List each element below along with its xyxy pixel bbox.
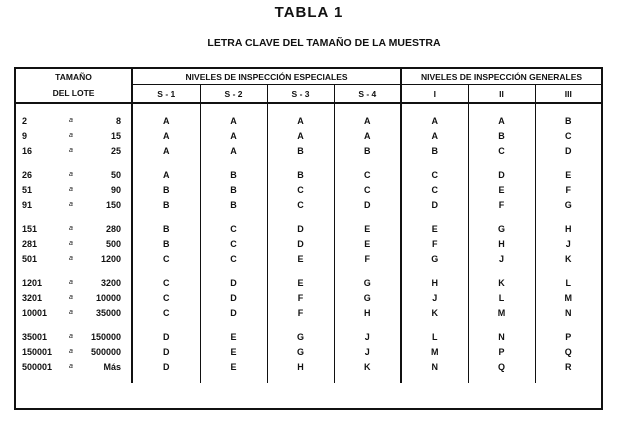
range-separator: a	[69, 279, 73, 286]
code-s2: B	[200, 197, 267, 212]
code-general-3: B	[565, 115, 572, 126]
range-separator: a	[69, 186, 73, 193]
table-row	[16, 290, 601, 305]
code-general-2: E	[468, 182, 535, 197]
code-s4: D	[334, 197, 401, 212]
code-general-1: B	[401, 143, 468, 158]
col-header-s1: S - 1	[132, 85, 200, 104]
range-separator: a	[69, 171, 73, 178]
range-separator: a	[69, 363, 73, 370]
code-s3: A	[267, 113, 334, 128]
code-s3: F	[267, 305, 334, 320]
code-general-3: J	[565, 238, 571, 249]
code-s3: A	[267, 128, 334, 143]
lot-to: Más	[85, 359, 132, 374]
range-separator: a	[69, 147, 73, 154]
code-general-2: M	[468, 305, 535, 320]
code-s1: A	[132, 128, 200, 143]
code-general-2: L	[468, 290, 535, 305]
range-separator: a	[69, 225, 73, 232]
lot-to: 25	[85, 143, 132, 158]
range-separator: a	[69, 240, 73, 247]
code-s3: D	[267, 221, 334, 236]
header-row-levels	[16, 69, 601, 85]
lot-to: 10000	[85, 290, 132, 305]
code-s3: E	[267, 251, 334, 266]
code-general-2: P	[468, 344, 535, 359]
code-s3: E	[267, 275, 334, 290]
code-s1: A	[132, 113, 200, 128]
code-general-1: C	[401, 167, 468, 182]
code-s1: C	[132, 305, 200, 320]
lot-to: 50	[85, 167, 132, 182]
code-s2: B	[200, 167, 267, 182]
code-general-2: Q	[468, 359, 535, 374]
table-row	[16, 236, 601, 251]
table-row	[16, 251, 601, 266]
code-s3: F	[267, 290, 334, 305]
code-s4: H	[334, 305, 401, 320]
lot-from: 10001	[22, 307, 48, 318]
code-s4: K	[334, 359, 401, 374]
code-s2: A	[200, 113, 267, 128]
col-header-general-2: II	[468, 85, 535, 104]
table-row	[16, 359, 601, 374]
code-general-1: D	[401, 197, 468, 212]
code-s1: B	[132, 182, 200, 197]
table-row	[16, 197, 601, 212]
code-general-2: C	[468, 143, 535, 158]
lot-to: 3200	[85, 275, 132, 290]
code-general-2: F	[468, 197, 535, 212]
code-s4: J	[334, 329, 401, 344]
lot-from: 150001	[22, 346, 53, 357]
col-header-general-3: III	[535, 85, 601, 104]
code-s2: C	[200, 251, 267, 266]
code-s2: D	[200, 290, 267, 305]
lot-to: 90	[85, 182, 132, 197]
code-s4: E	[334, 221, 401, 236]
code-s2: A	[200, 143, 267, 158]
lot-size-header-line1: TAMAÑO	[16, 69, 132, 85]
code-general-1: G	[401, 251, 468, 266]
code-general-1: M	[401, 344, 468, 359]
lot-from: 501	[22, 253, 38, 264]
table-row	[16, 344, 601, 359]
range-separator: a	[69, 255, 73, 262]
code-letter-table	[16, 69, 601, 383]
lot-from: 281	[22, 238, 38, 249]
code-s3: C	[267, 197, 334, 212]
col-header-s2: S - 2	[200, 85, 267, 104]
table-row	[16, 167, 601, 182]
lot-to: 500000	[85, 344, 132, 359]
lot-from: 91	[22, 199, 33, 210]
code-s4: F	[334, 251, 401, 266]
code-s4: C	[334, 182, 401, 197]
table-subtitle: LETRA CLAVE DEL TAMAÑO DE LA MUESTRA	[207, 37, 441, 49]
code-general-3: H	[565, 223, 572, 234]
lot-from: 26	[22, 169, 33, 180]
range-separator: a	[69, 117, 73, 124]
table-row	[16, 329, 601, 344]
lot-size-header-line2: DEL LOTE	[16, 85, 132, 104]
code-s4: E	[334, 236, 401, 251]
code-general-3: N	[565, 307, 572, 318]
lot-to: 35000	[85, 305, 132, 320]
lot-to: 500	[85, 236, 132, 251]
code-s2: C	[200, 221, 267, 236]
code-s2: D	[200, 305, 267, 320]
lot-to: 1200	[85, 251, 132, 266]
code-general-3: F	[565, 184, 572, 195]
range-separator: a	[69, 132, 73, 139]
code-s1: B	[132, 197, 200, 212]
code-general-3: K	[565, 253, 572, 264]
code-s1: C	[132, 275, 200, 290]
lot-from: 1201	[22, 277, 43, 288]
lot-to: 15	[85, 128, 132, 143]
code-s2: D	[200, 275, 267, 290]
lot-from: 2	[22, 115, 28, 126]
code-s4: C	[334, 167, 401, 182]
code-s3: G	[267, 344, 334, 359]
code-s1: A	[132, 167, 200, 182]
range-separator: a	[69, 333, 73, 340]
code-s3: D	[267, 236, 334, 251]
code-general-3: D	[565, 145, 572, 156]
table-row	[16, 113, 601, 128]
code-s4: G	[334, 290, 401, 305]
col-header-general-1: I	[401, 85, 468, 104]
code-s3: G	[267, 329, 334, 344]
code-s3: H	[267, 359, 334, 374]
code-general-3: Q	[564, 346, 572, 357]
code-general-2: K	[468, 275, 535, 290]
code-s1: A	[132, 143, 200, 158]
table-body	[16, 103, 601, 383]
code-s1: C	[132, 290, 200, 305]
table-row	[16, 143, 601, 158]
code-general-3: P	[565, 331, 572, 342]
code-general-1: H	[401, 275, 468, 290]
lot-from: 151	[22, 223, 38, 234]
code-general-2: D	[468, 167, 535, 182]
code-general-3: C	[565, 130, 572, 141]
code-s1: B	[132, 221, 200, 236]
table-row	[16, 275, 601, 290]
header-row-sublevels	[16, 85, 601, 104]
range-separator: a	[69, 309, 73, 316]
code-s2: E	[200, 359, 267, 374]
range-separator: a	[69, 294, 73, 301]
table-row	[16, 128, 601, 143]
code-general-1: K	[401, 305, 468, 320]
code-general-1: A	[401, 128, 468, 143]
code-s2: C	[200, 236, 267, 251]
lot-from: 35001	[22, 331, 48, 342]
page-title: TABLA 1	[274, 4, 344, 21]
code-general-2: H	[468, 236, 535, 251]
lot-to: 280	[85, 221, 132, 236]
code-general-2: N	[468, 329, 535, 344]
code-general-3: E	[565, 169, 572, 180]
code-general-1: C	[401, 182, 468, 197]
code-general-3: L	[565, 277, 572, 288]
lot-to: 150000	[85, 329, 132, 344]
code-general-2: J	[468, 251, 535, 266]
range-separator: a	[69, 348, 73, 355]
code-s4: B	[334, 143, 401, 158]
code-general-1: L	[401, 329, 468, 344]
table-row	[16, 221, 601, 236]
code-s3: B	[267, 167, 334, 182]
code-s2: B	[200, 182, 267, 197]
code-general-2: G	[468, 221, 535, 236]
code-s1: B	[132, 236, 200, 251]
lot-from: 3201	[22, 292, 43, 303]
code-s4: G	[334, 275, 401, 290]
lot-from: 500001	[22, 361, 53, 372]
lot-to: 8	[85, 113, 132, 128]
table-row	[16, 305, 601, 320]
code-s4: A	[334, 113, 401, 128]
lot-from: 51	[22, 184, 33, 195]
range-separator: a	[69, 201, 73, 208]
col-header-s4: S - 4	[334, 85, 401, 104]
code-general-1: F	[401, 236, 468, 251]
general-levels-header: NIVELES DE INSPECCIÓN GENERALES	[401, 69, 601, 85]
table-row	[16, 182, 601, 197]
lot-from: 9	[22, 130, 28, 141]
code-s3: B	[267, 143, 334, 158]
code-general-1: A	[401, 113, 468, 128]
col-header-s3: S - 3	[267, 85, 334, 104]
code-s1: D	[132, 359, 200, 374]
code-s4: J	[334, 344, 401, 359]
code-general-1: N	[401, 359, 468, 374]
code-s4: A	[334, 128, 401, 143]
code-s2: E	[200, 344, 267, 359]
code-s1: D	[132, 344, 200, 359]
code-s3: C	[267, 182, 334, 197]
code-general-2: A	[468, 113, 535, 128]
lot-to: 150	[85, 197, 132, 212]
code-general-1: J	[401, 290, 468, 305]
code-s1: D	[132, 329, 200, 344]
code-general-3: R	[565, 361, 572, 372]
code-s1: C	[132, 251, 200, 266]
code-general-3: M	[564, 292, 573, 303]
lot-from: 16	[22, 145, 33, 156]
special-levels-header: NIVELES DE INSPECCIÓN ESPECIALES	[132, 69, 401, 85]
code-general-2: B	[468, 128, 535, 143]
code-general-3: G	[564, 199, 572, 210]
code-general-1: E	[401, 221, 468, 236]
sample-size-table	[14, 67, 603, 410]
code-s2: E	[200, 329, 267, 344]
code-s2: A	[200, 128, 267, 143]
